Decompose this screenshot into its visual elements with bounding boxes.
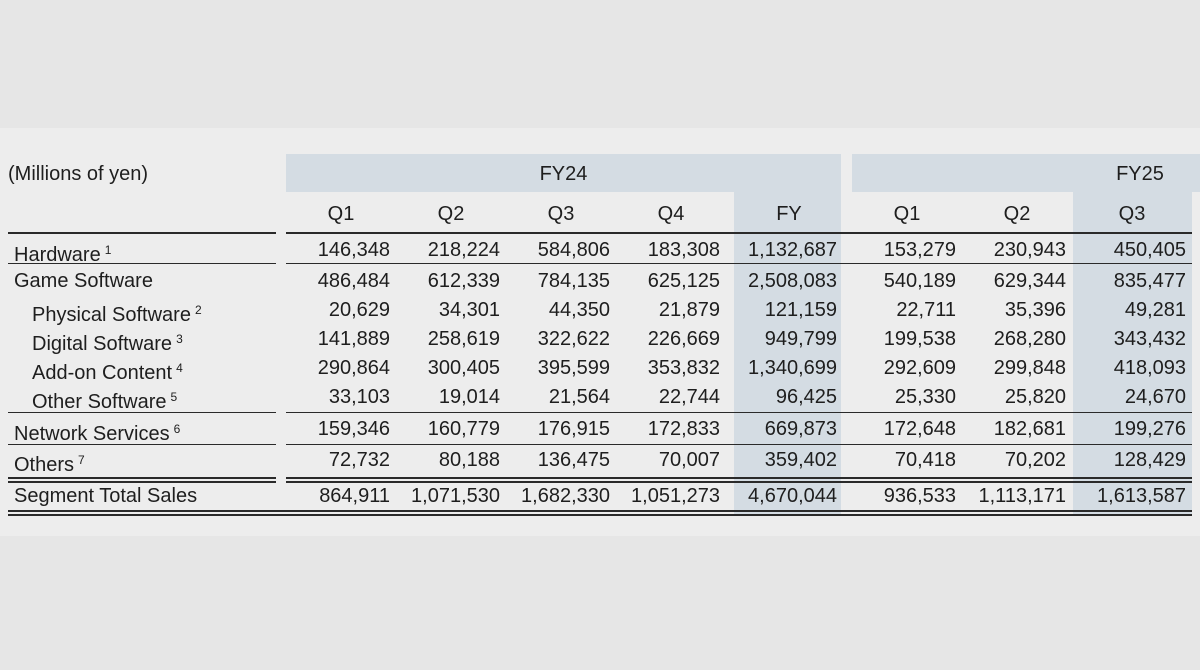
cell: 25,330	[894, 386, 956, 408]
cell: 949,799	[764, 328, 837, 350]
cell: 136,475	[537, 449, 610, 471]
cell: 153,279	[883, 239, 956, 261]
footnote-marker: 1	[104, 243, 112, 257]
table-row	[0, 414, 1200, 444]
table-row	[0, 266, 1200, 296]
cell: 80,188	[438, 449, 500, 471]
table-row	[0, 382, 1200, 412]
col-header-fy24-fy: FY	[776, 203, 802, 225]
cell: 629,344	[993, 270, 1066, 292]
cell: 160,779	[427, 418, 500, 440]
cell: 669,873	[764, 418, 837, 440]
rule-header-label	[8, 232, 276, 234]
cell: 159,346	[317, 418, 390, 440]
row-label: Other Software $^5$	[32, 390, 178, 413]
cell: 584,806	[537, 239, 610, 261]
rule-after-software-values	[286, 412, 1192, 413]
cell: 486,484	[317, 270, 390, 292]
footnote-marker: 2	[194, 303, 202, 317]
cell: 1,613,587	[1097, 485, 1186, 507]
cell: 176,915	[537, 418, 610, 440]
table-row	[0, 445, 1200, 475]
cell: 70,418	[894, 449, 956, 471]
row-label: Game Software	[14, 270, 153, 292]
cell: 72,732	[328, 449, 390, 471]
cell: 299,848	[993, 357, 1066, 379]
cell: 141,889	[317, 328, 390, 350]
cell: 395,599	[537, 357, 610, 379]
cell: 540,189	[883, 270, 956, 292]
col-header-fy25-q3: Q3	[1118, 203, 1146, 225]
fy24-label: FY24	[539, 163, 588, 185]
col-header-fy24-q4: Q4	[657, 203, 685, 225]
cell: 226,669	[647, 328, 720, 350]
col-header-fy25-q2: Q2	[1003, 203, 1031, 225]
rule-before-total-label-1	[8, 477, 276, 479]
cell: 25,820	[1004, 386, 1066, 408]
cell: 936,533	[883, 485, 956, 507]
cell: 183,308	[647, 239, 720, 261]
col-header-fy24-q2: Q2	[437, 203, 465, 225]
cell: 268,280	[993, 328, 1066, 350]
cell: 182,681	[993, 418, 1066, 440]
table-row	[0, 324, 1200, 354]
cell: 292,609	[883, 357, 956, 379]
cell: 199,276	[1113, 418, 1186, 440]
cell: 22,744	[658, 386, 720, 408]
cell: 1,340,699	[748, 357, 837, 379]
cell: 20,629	[328, 299, 390, 321]
table-row-total	[0, 481, 1200, 511]
cell: 625,125	[647, 270, 720, 292]
table-row	[0, 235, 1200, 265]
cell: 33,103	[328, 386, 390, 408]
cell: 230,943	[993, 239, 1066, 261]
row-label: Hardware $^1$	[14, 243, 112, 266]
row-label: Physical Software $^2$	[32, 303, 202, 326]
row-label: Digital Software $^3$	[32, 332, 183, 355]
cell: 172,648	[883, 418, 956, 440]
footnote-marker: 4	[176, 361, 183, 375]
footnote-marker: 3	[176, 332, 183, 346]
cell: 35,396	[1004, 299, 1066, 321]
cell: 44,350	[548, 299, 610, 321]
footnote-marker: 7	[78, 453, 85, 467]
rule-before-total-values-1	[286, 477, 1192, 479]
row-label: Segment Total Sales	[14, 485, 198, 507]
cell: 70,202	[1004, 449, 1066, 471]
cell: 864,911	[319, 485, 390, 507]
rule-bottom-2	[8, 514, 1192, 516]
cell: 359,402	[764, 449, 837, 471]
col-header-fy25-q1: Q1	[893, 203, 921, 225]
cell: 322,622	[537, 328, 610, 350]
cell: 1,682,330	[521, 485, 610, 507]
cell: 22,711	[896, 299, 956, 321]
table-row	[0, 295, 1200, 325]
rule-header-values	[286, 232, 1192, 234]
cell: 835,477	[1113, 270, 1186, 292]
cell: 21,564	[548, 386, 610, 408]
cell: 450,405	[1113, 239, 1186, 261]
cell: 418,093	[1113, 357, 1186, 379]
cell: 1,132,687	[748, 239, 837, 261]
units-label: (Millions of yen)	[8, 163, 149, 185]
cell: 49,281	[1124, 299, 1186, 321]
cell: 4,670,044	[748, 485, 837, 507]
cell: 1,113,171	[978, 485, 1066, 507]
col-header-fy24-q1: Q1	[327, 203, 355, 225]
cell: 199,538	[883, 328, 956, 350]
table-row	[0, 353, 1200, 383]
cell: 24,670	[1124, 386, 1186, 408]
footnote-marker: 6	[173, 422, 181, 436]
cell: 121,159	[764, 299, 837, 321]
cell: 21,879	[658, 299, 720, 321]
row-label: Network Services $^6$	[14, 422, 181, 445]
col-header-fy24-q3: Q3	[547, 203, 575, 225]
cell: 290,864	[317, 357, 390, 379]
cell: 784,135	[537, 270, 610, 292]
row-label: Others $^7$	[14, 453, 85, 476]
cell: 1,051,273	[631, 485, 720, 507]
cell: 96,425	[775, 386, 837, 408]
cell: 218,224	[427, 239, 500, 261]
cell: 172,833	[647, 418, 720, 440]
cell: 146,348	[317, 239, 390, 261]
cell: 34,301	[438, 299, 500, 321]
footnote-marker: 5	[170, 390, 178, 404]
row-label: Add-on Content $^4$	[32, 361, 183, 384]
cell: 1,071,530	[411, 485, 500, 507]
cell: 70,007	[658, 449, 720, 471]
fy25-label: FY25	[1116, 163, 1164, 185]
cell: 300,405	[427, 357, 500, 379]
cell: 128,429	[1113, 449, 1186, 471]
cell: 612,339	[427, 270, 500, 292]
cell: 19,014	[438, 386, 500, 408]
cell: 2,508,083	[748, 270, 837, 292]
cell: 258,619	[427, 328, 500, 350]
cell: 353,832	[647, 357, 720, 379]
cell: 343,432	[1113, 328, 1186, 350]
